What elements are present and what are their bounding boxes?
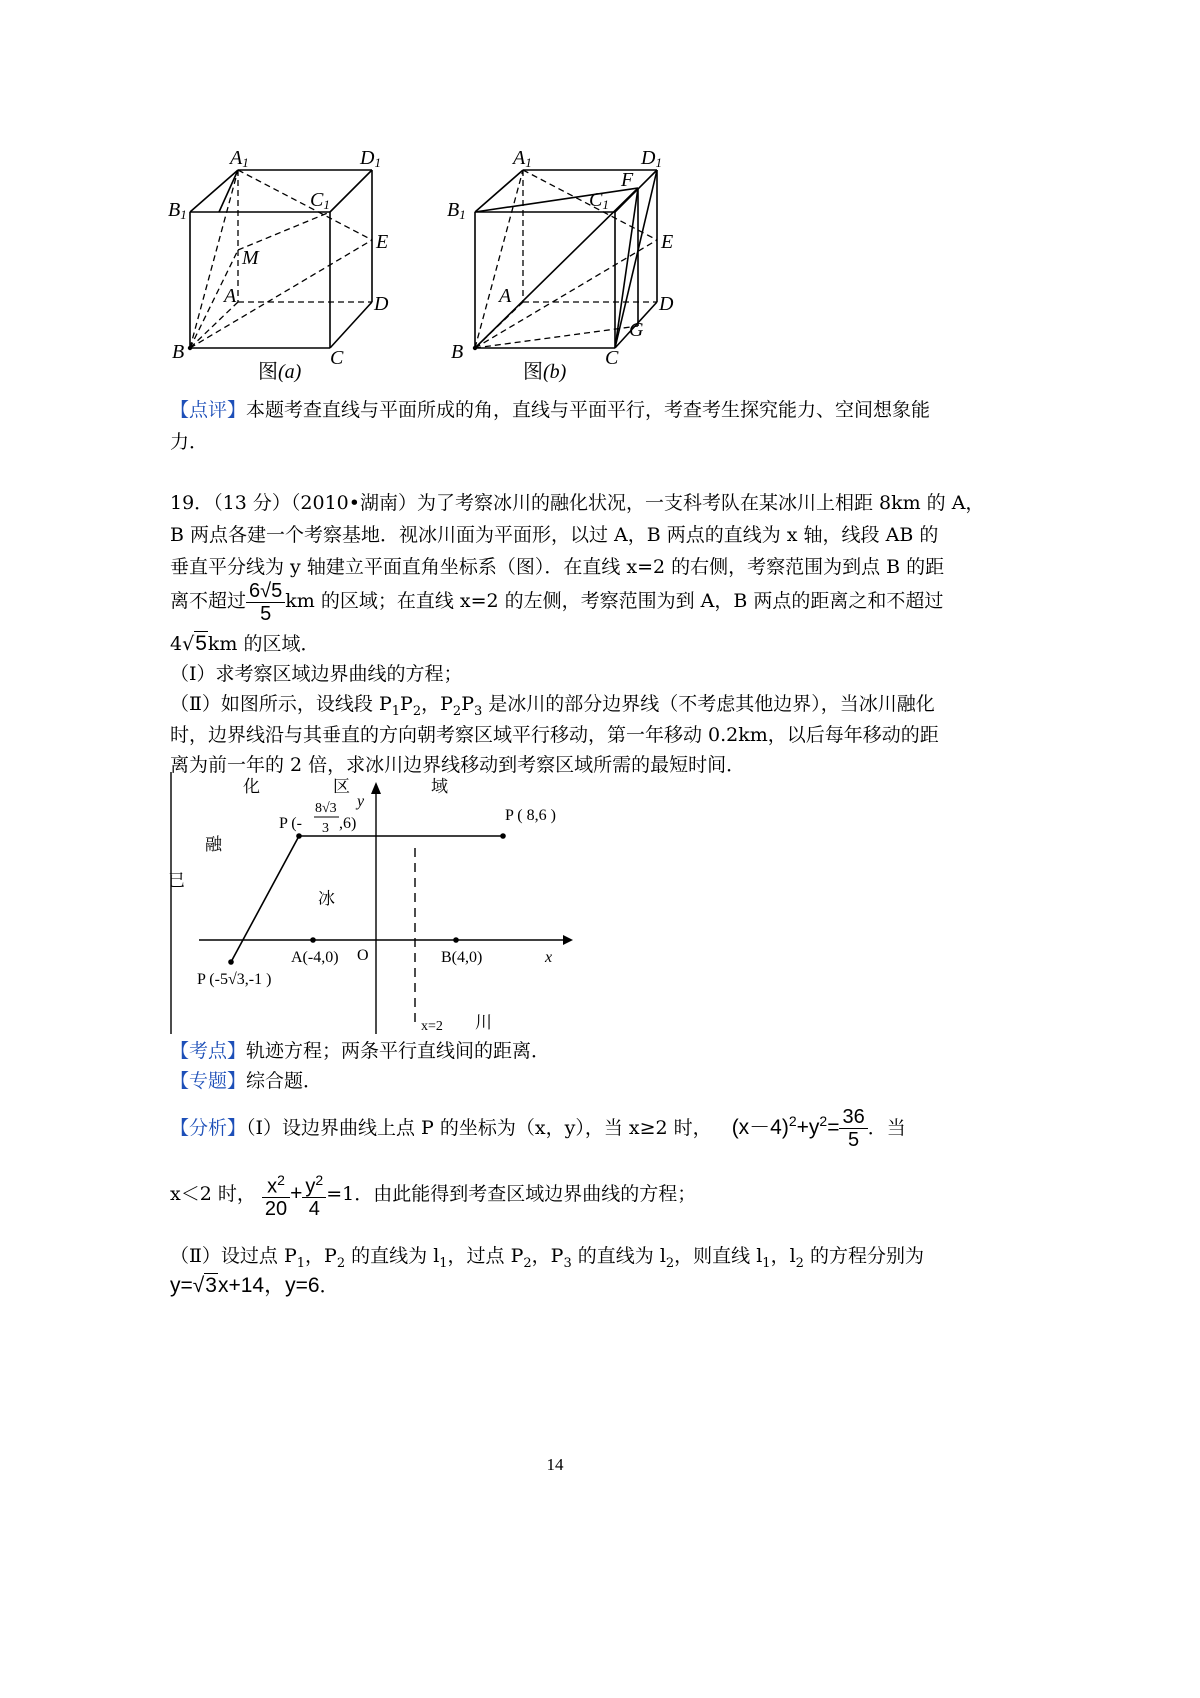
cube-figure-a (150, 140, 440, 385)
page-number: 14 (546, 1455, 564, 1474)
problem-part-1: （Ⅰ）求考察区域边界曲线的方程； (170, 663, 463, 685)
label-a1: A1 (230, 147, 249, 170)
problem-line-5: 4√5km 的区域． (170, 632, 320, 655)
equation-lines: y=√3x+14，y=6 (170, 1274, 320, 1297)
label-p1: P (-5√3,-1 ) (197, 971, 272, 988)
fenxi-part-2-line-1: （Ⅱ）设过点 $P_1$，$P_2$ 的直线为 $l_1$，过点 $P_2$，$P_3$ 的直线为 $l_2$，则直线 $l_1$，$l_2$ 的方程分别为 (170, 1245, 924, 1271)
fenxi-line-2: x＜2 时， $\frac{x^2}{20}$ + $\frac{y^2}{4}$ =1．由此能得到考查区域边界曲线的方程； (170, 1168, 696, 1220)
label-p2-frac-num: 8√3 (315, 801, 337, 816)
label-p2-suffix: ,6) (339, 815, 357, 832)
label-p2-frac-den: 3 (322, 821, 329, 836)
label-d: D (374, 293, 389, 315)
label-a: A (224, 285, 237, 307)
label-p2-prefix: P (- (279, 815, 302, 832)
label-p3: P ( 8,6 ) (505, 807, 556, 824)
problem-line-3: 垂直平分线为 y 轴建立平面直角坐标系（图）．在直线 x=2 的右侧，考察范围为到点 B 的距 (170, 556, 945, 578)
label-point-b: B(4,0) (441, 949, 483, 966)
fraction-6root5-over-5: $\frac{6√5}{5}$ (246, 580, 285, 625)
label-c1: C1 (589, 189, 609, 212)
caption-a: 图(a) (258, 359, 302, 383)
zhuanti-line: 【专题】综合题． (170, 1070, 323, 1092)
label-b1: B1 (168, 199, 187, 222)
problem-part-2-line-1: （Ⅱ）如图所示，设线段 $P_1P_2$，$P_2P_3$ 是冰川的部分边界线（不考虑其他边界），当冰川融化 (170, 693, 935, 719)
kaodian-line: 【考点】轨迹方程；两条平行直线间的距离． (170, 1040, 551, 1062)
y-axis-label: y (357, 793, 365, 810)
label-qu: 区 (333, 777, 350, 796)
label-b: B (172, 341, 185, 363)
label-e: E (376, 231, 389, 253)
kaodian-tag: 【考点】 (170, 1040, 247, 1062)
cube-figure-b (435, 140, 725, 385)
comment-line-2: 力． (170, 431, 209, 453)
label-chuan: 川 (475, 1013, 492, 1032)
label-b1: B1 (447, 199, 466, 222)
label-bing: 冰 (318, 889, 335, 908)
problem-part-2-line-2: 时，边界线沿与其垂直的方向朝考察区域平行移动，第一年移动 0.2km，以后每年移动的距 (170, 724, 939, 746)
label-f: F (621, 169, 634, 191)
label-e: E (661, 231, 674, 253)
label-point-a: A(-4,0) (291, 949, 339, 966)
fenxi-part-2-line-2: y=√3x+14，y=6． (170, 1274, 339, 1297)
problem-line-2: B 两点各建一个考察基地．视冰川面为平面形，以过 A，B 两点的直线为 x 轴，线段 AB 的 (170, 524, 939, 546)
fenxi-line-1: 【分析】（Ⅰ）设边界曲线上点 P 的坐标为（x，y），当 x≥2 时， $(x-4)^2+y^2=$ $\frac{36}{5}$ ．当 (170, 1105, 906, 1151)
problem-line-4: 离不超过 $\frac{6√5}{5}$ km 的区域；在直线 x=2 的左侧，考察范围为到 A，B 两点的距离之和不超过 (170, 579, 944, 625)
label-hua: 化 (243, 777, 260, 796)
equation-ellipse: $\frac{x^2}{20}$ + $\frac{y^2}{4}$ (262, 1182, 326, 1205)
glacier-figure (165, 772, 605, 1037)
label-b: B (451, 341, 464, 363)
label-origin: O (357, 947, 369, 964)
label-yu: 域 (431, 777, 448, 796)
zhuanti-tag: 【专题】 (170, 1070, 247, 1092)
comment-tag: 【点评】 (170, 399, 247, 421)
comment-line-1: 【点评】本题考查直线与平面所成的角，直线与平面平行，考查考生探究能力、空间想象能 (170, 399, 931, 421)
label-a1: A1 (513, 147, 532, 170)
label-x-equals-2: x=2 (421, 1019, 443, 1034)
problem-part-2-line-3: 离为前一年的 2 倍，求冰川边界线移动到考察区域所需的最短时间． (170, 754, 746, 776)
label-a: A (499, 285, 512, 307)
problem-line-1: 19．（13 分）（2010•湖南）为了考察冰川的融化状况，一支科考队在某冰川上相距 8km 的 A， (170, 492, 985, 514)
label-d1: D1 (360, 147, 381, 170)
label-m: M (242, 247, 259, 269)
label-c: C (330, 347, 344, 369)
label-d: D (659, 293, 674, 315)
label-c: C (605, 347, 619, 369)
equation-circle: $(x-4)^2+y^2=$ $\frac{36}{5}$ (732, 1116, 868, 1139)
label-yi: 已 (168, 871, 185, 890)
label-d1: D1 (641, 147, 662, 170)
label-g: G (629, 319, 644, 341)
caption-b: 图(b) (523, 359, 567, 383)
x-axis-label: x (545, 949, 553, 966)
fenxi-tag: 【分析】 (170, 1117, 247, 1139)
label-rong: 融 (205, 835, 222, 854)
label-c1: C1 (310, 189, 330, 212)
